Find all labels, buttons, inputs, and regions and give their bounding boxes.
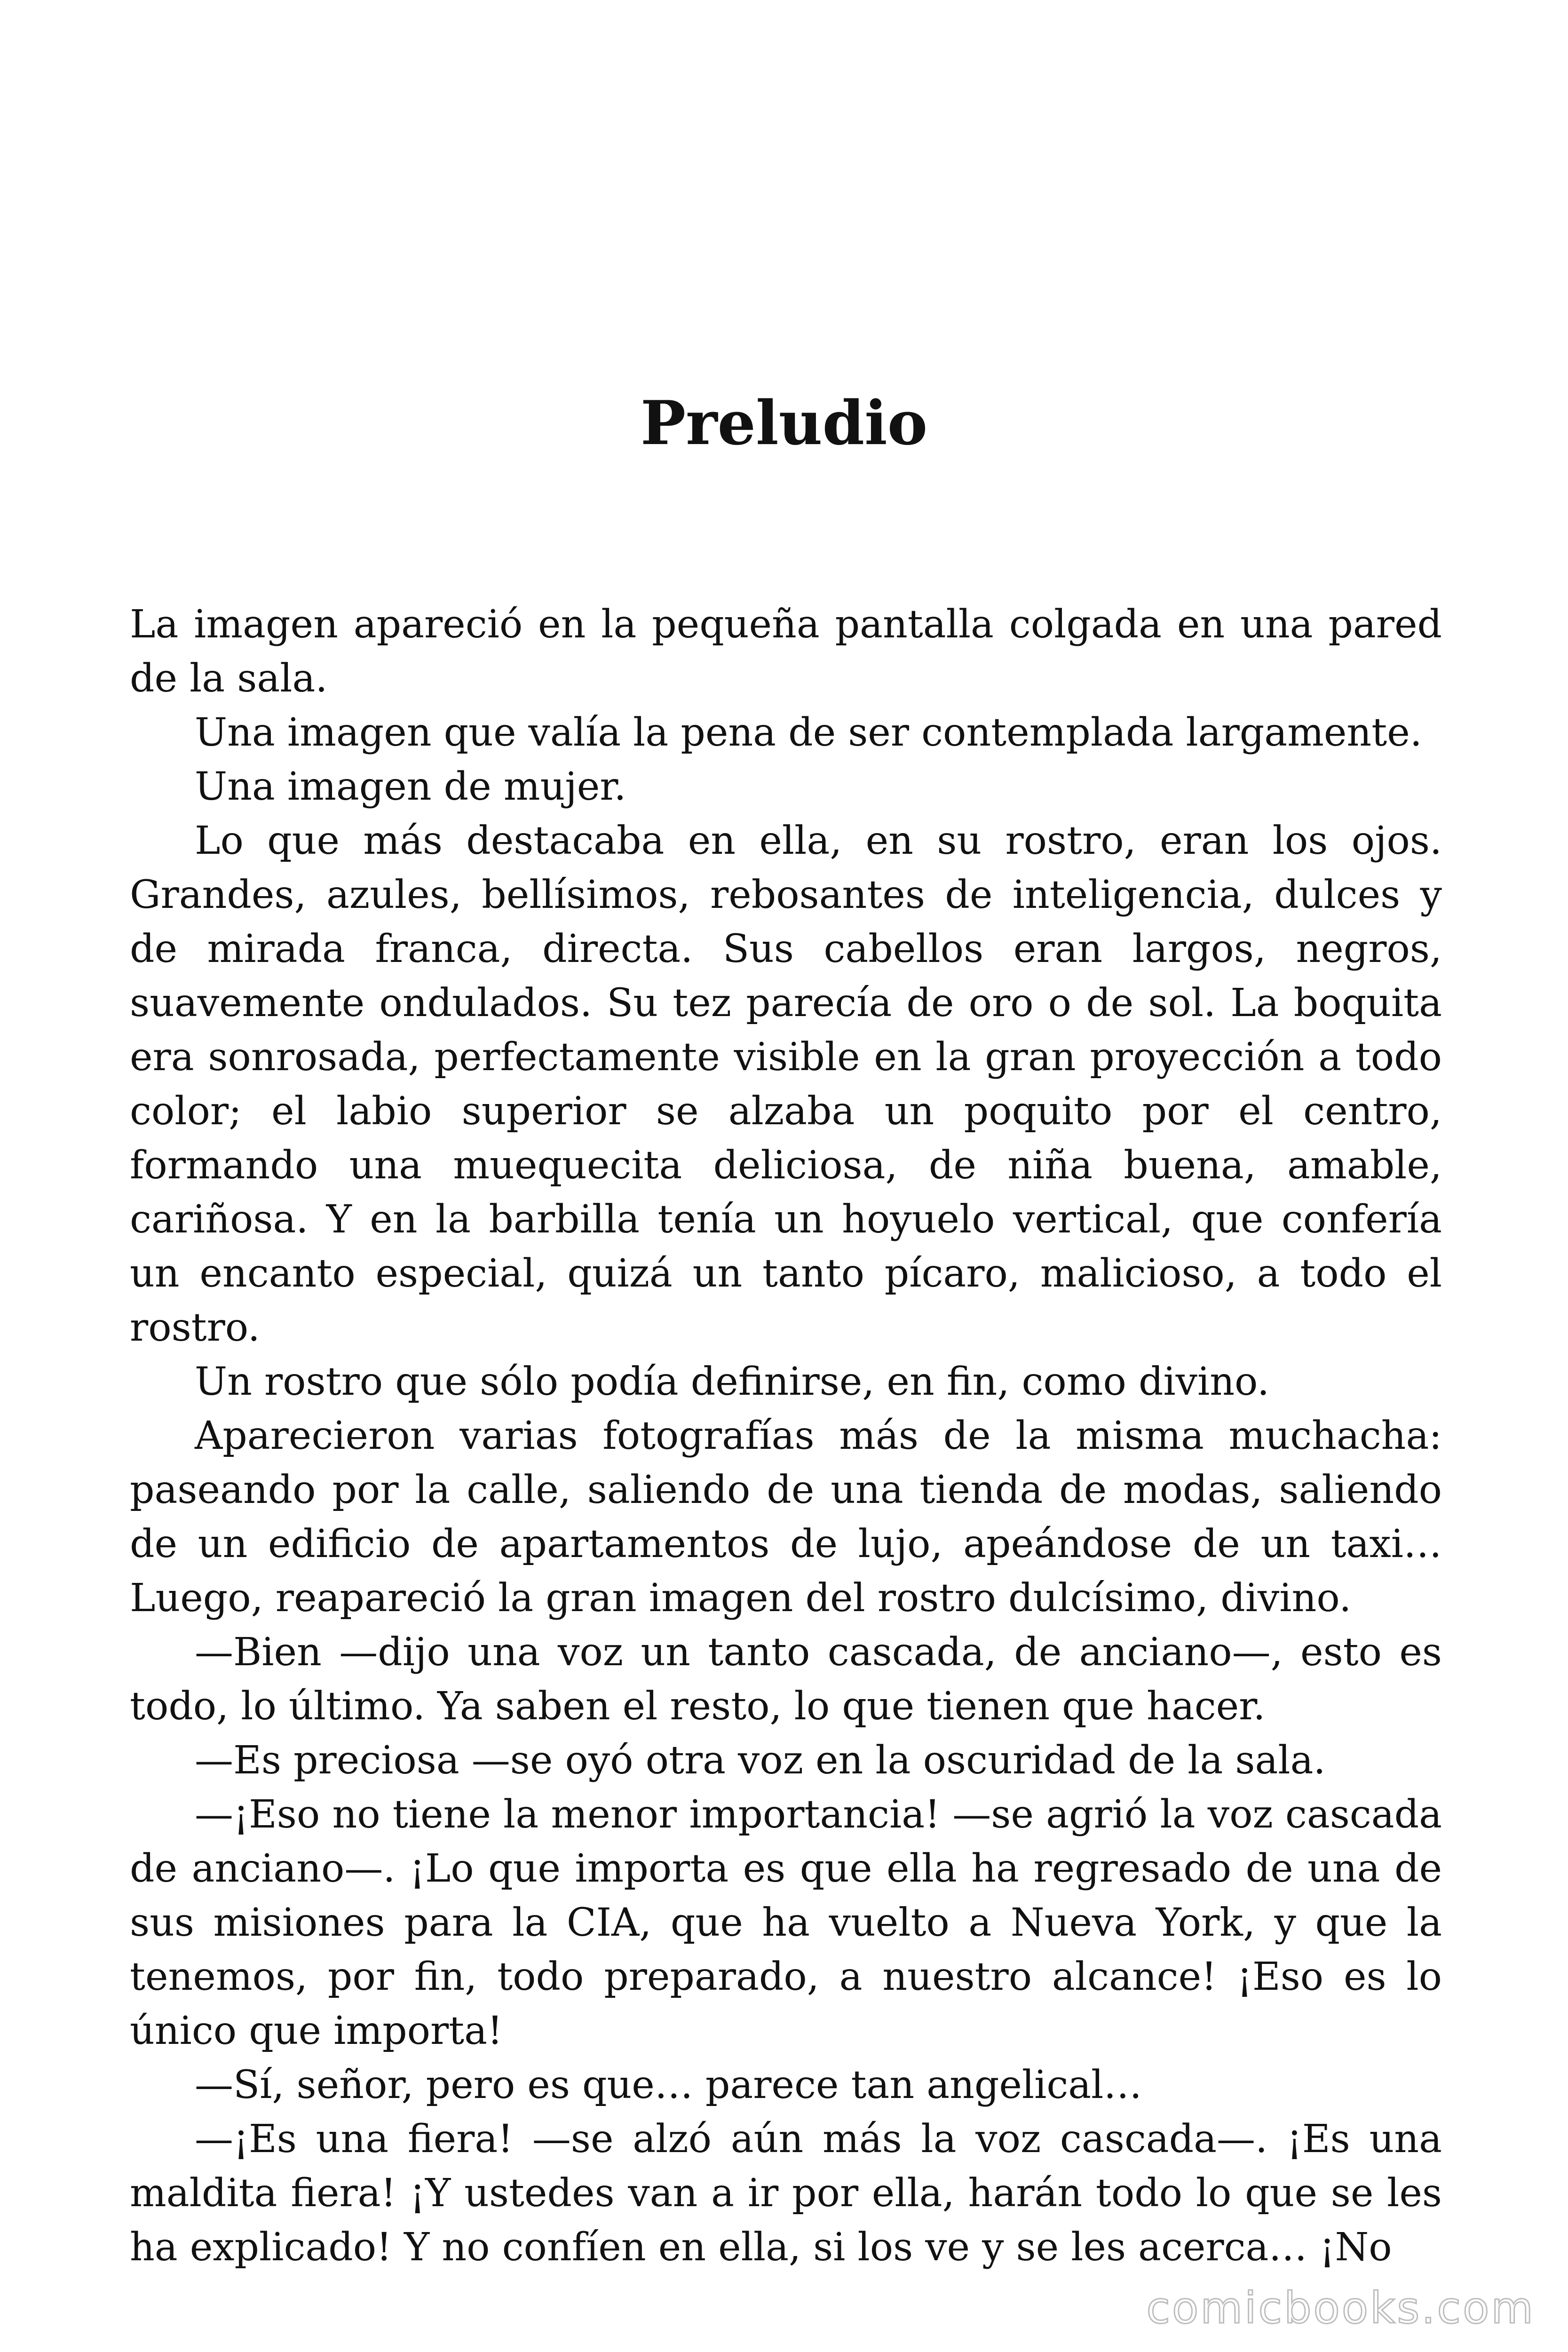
chapter-title: Preludio bbox=[640, 388, 928, 459]
paragraph-10: —Sí, señor, pero es que… parece tan angelical… bbox=[195, 2063, 1142, 2107]
watermark: comicbooks.com bbox=[1146, 2283, 1535, 2333]
paragraph-5: Un rostro que sólo podía definirse, en fin, como divino. bbox=[195, 1359, 1270, 1404]
paragraph-4: Lo que más destacaba en ella, en su rostro, eran los ojos. Grandes, azules, bellísimos, rebosantes de inteligencia, dulces y de mirada franca, directa. Sus cabellos eran largos, negros, suavemente ondulados. Su tez parecía de oro o de sol. La boquita era sonrosada, perfectamente visible en la gran proyección a todo color; el labio superior se alzaba un poquito por el centro, formando una muequecita deliciosa, de niña buena, amable, cariñosa. Y en la barbilla tenía un hoyuelo vertical, que confería un encanto especial, quizá un tanto pícaro, malicioso, a todo el rostro. bbox=[130, 818, 1442, 1350]
paragraph-9: —¡Eso no tiene la menor importancia! —se agrió la voz cascada de anciano—. ¡Lo que importa es que ella ha regresado de una de sus misiones para la CIA, que ha vuelto a Nueva York, y que la tenemos, por fin, todo preparado, a nuestro alcance! ¡Eso es lo único que importa! bbox=[130, 1792, 1442, 2053]
paragraph-1: La imagen apareció en la pequeña pantalla colgada en una pared de la sala. bbox=[130, 602, 1442, 701]
paragraph-8: —Es preciosa —se oyó otra voz en la oscuridad de la sala. bbox=[195, 1738, 1326, 1783]
paragraph-7: —Bien —dijo una voz un tanto cascada, de anciano—, esto es todo, lo último. Ya saben el resto, lo que tienen que hacer. bbox=[130, 1630, 1442, 1729]
paragraph-2: Una imagen que valía la pena de ser contemplada largamente. bbox=[195, 710, 1422, 755]
chapter-body bbox=[130, 597, 1442, 2274]
paragraph-11: —¡Es una fiera! —se alzó aún más la voz cascada—. ¡Es una maldita fiera! ¡Y ustedes van a ir por ella, harán todo lo que se les ha explicado! Y no confíen en ella, si los ve y se les acerca… ¡No bbox=[130, 2117, 1442, 2270]
paragraph-6: Aparecieron varias fotografías más de la misma muchacha: paseando por la calle, saliendo de una tienda de modas, saliendo de un edificio de apartamentos de lujo, apeándose de un taxi… Luego, reapareció la gran imagen del rostro dulcísimo, divino. bbox=[130, 1414, 1442, 1621]
paragraph-3: Una imagen de mujer. bbox=[195, 764, 626, 809]
